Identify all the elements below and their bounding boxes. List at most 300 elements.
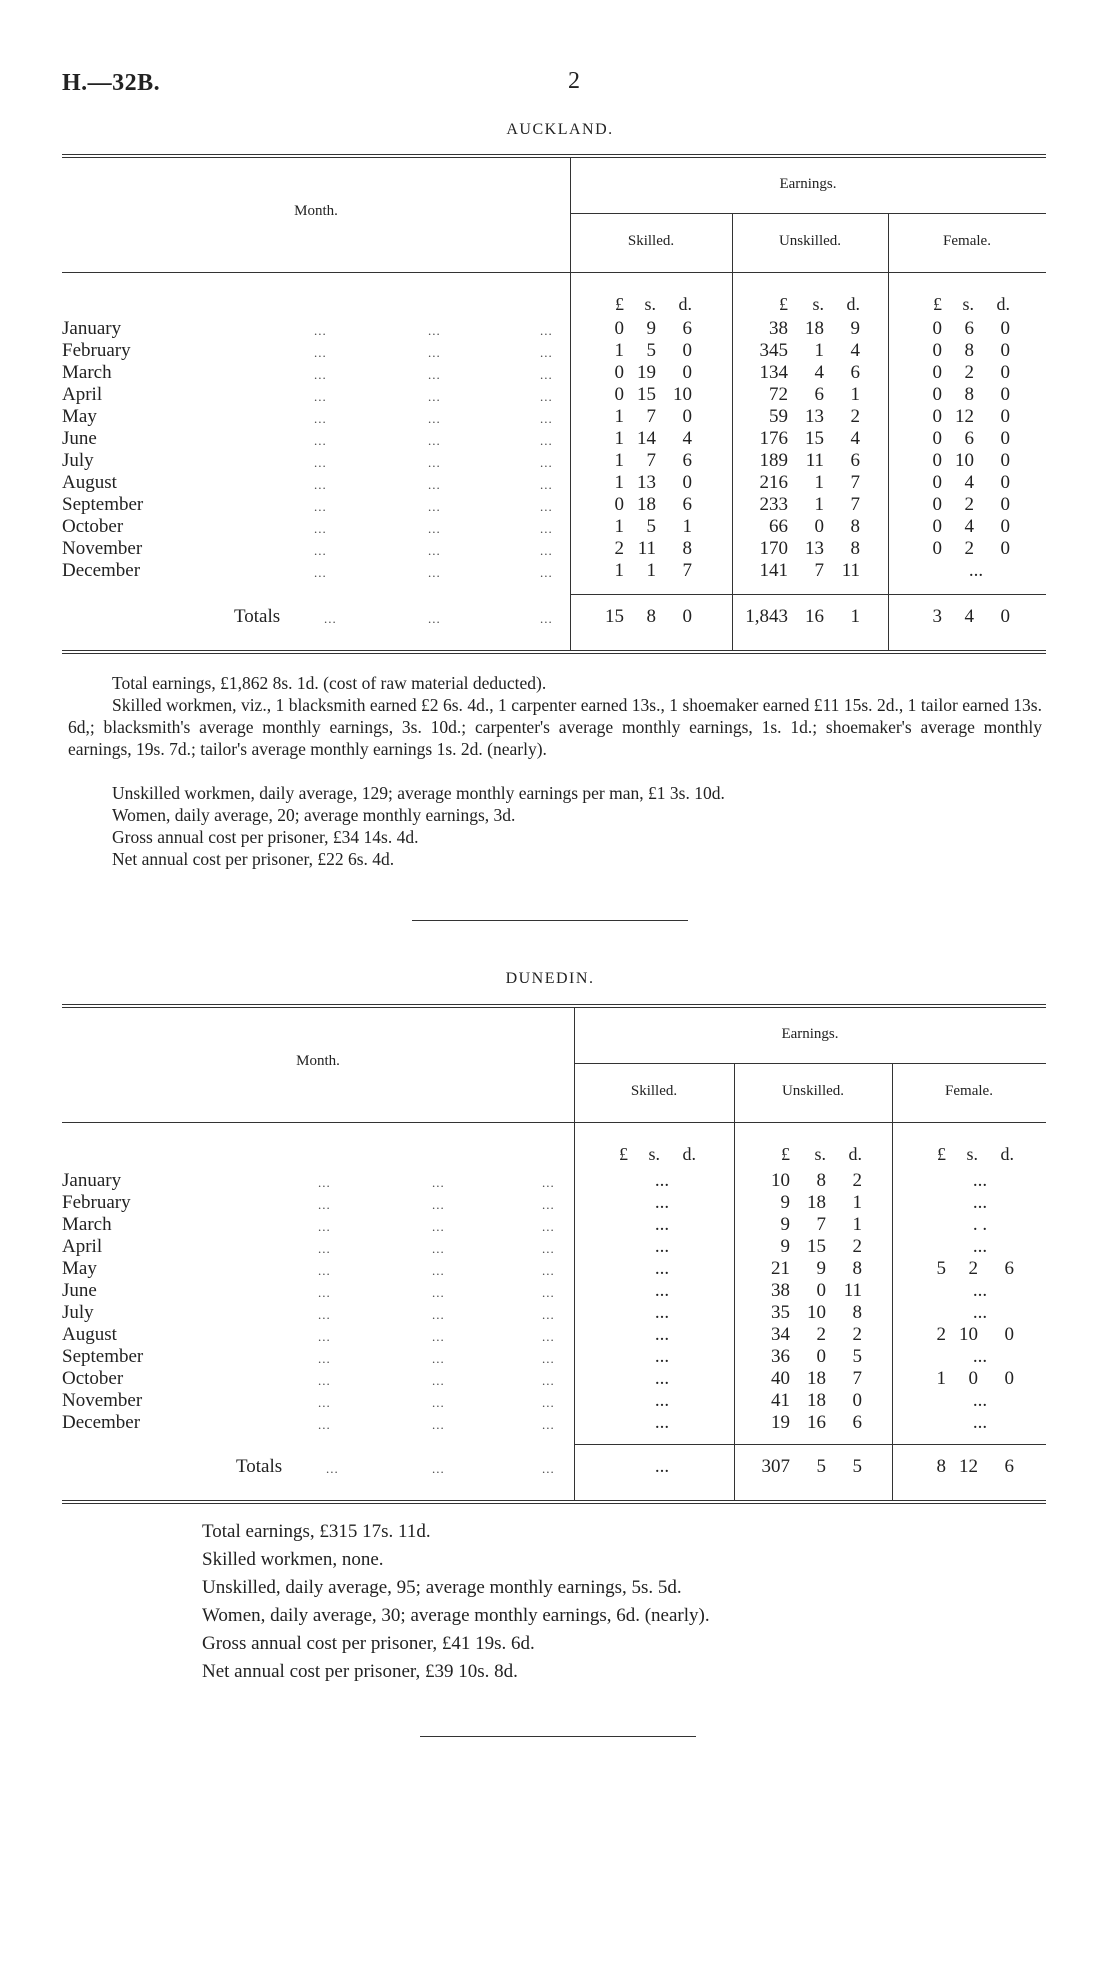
skilled-blank: ...: [654, 1280, 670, 1301]
leader-dots: ...: [428, 611, 441, 626]
skilled-pence: 6: [682, 450, 692, 471]
unskilled-pounds: 170: [759, 538, 788, 559]
month-label: July: [62, 1302, 94, 1323]
table-row: [62, 538, 1046, 560]
col-header-unskilled: Unskilled.: [778, 233, 842, 249]
unskilled-pence: 8: [850, 538, 860, 559]
leader-dots: ...: [428, 389, 441, 404]
unskilled-pence: 4: [850, 428, 860, 449]
table-row: [62, 428, 1046, 450]
female-blank: ...: [972, 1192, 988, 1213]
leader-dots: ...: [432, 1263, 445, 1278]
leader-dots: ...: [314, 521, 327, 536]
leader-dots: ...: [314, 499, 327, 514]
leader-dots: ...: [428, 499, 441, 514]
leader-dots: ...: [540, 367, 553, 382]
unskilled-shillings: 18: [807, 1390, 826, 1411]
leader-dots: ...: [542, 1395, 555, 1410]
unskilled-pence: 8: [850, 516, 860, 537]
skilled-pence: 6: [682, 494, 692, 515]
leader-dots: ...: [314, 367, 327, 382]
unit-un-l: £: [779, 294, 788, 314]
skilled-pence: 7: [682, 560, 692, 581]
skilled-blank: ...: [654, 1324, 670, 1345]
unskilled-pounds: 36: [771, 1346, 790, 1367]
female-shillings: 2: [968, 1258, 978, 1279]
skilled-blank: ...: [654, 1346, 670, 1367]
month-label: July: [62, 450, 94, 471]
female-pounds: 2: [936, 1324, 946, 1345]
skilled-pounds: 1: [614, 472, 624, 493]
table-row: [62, 340, 1046, 362]
table-row: [62, 1236, 1046, 1258]
female-pence: 0: [1000, 340, 1010, 361]
unskilled-pounds: 66: [769, 516, 788, 537]
skilled-pounds: 1: [614, 560, 624, 581]
unskilled-pounds: 189: [759, 450, 788, 471]
skilled-pounds: 0: [614, 318, 624, 339]
unskilled-pounds: 10: [771, 1170, 790, 1191]
unskilled-pence: 1: [852, 1192, 862, 1213]
header-bottom-rule: [62, 272, 1046, 273]
table-bottom-rule-inner: [62, 653, 1046, 654]
table-row: [62, 1280, 1046, 1302]
table-row: [62, 318, 1046, 340]
unskilled-pence: 6: [850, 362, 860, 383]
female-blank: ...: [968, 560, 984, 581]
unit-un-l: £: [781, 1144, 790, 1164]
totals-rule: [574, 1444, 1046, 1445]
skilled-pounds: 0: [614, 494, 624, 515]
month-label: March: [62, 1214, 112, 1235]
skilled-blank: ...: [654, 1192, 670, 1213]
leader-dots: ...: [314, 455, 327, 470]
auckland-note-gross: Gross annual cost per prisoner, £34 14s. 4d.: [112, 827, 419, 847]
unit-sk-l: £: [619, 1144, 628, 1164]
month-label: May: [62, 1258, 97, 1279]
unskilled-pence: 7: [852, 1368, 862, 1389]
table-row: [62, 450, 1046, 472]
skilled-pounds: 1: [614, 428, 624, 449]
totals-row: [62, 606, 1046, 628]
table-row: [62, 1258, 1046, 1280]
leader-dots: ...: [540, 345, 553, 360]
female-blank: ...: [972, 1236, 988, 1257]
totals-row: [62, 1456, 1046, 1478]
month-label: June: [62, 1280, 97, 1301]
leader-dots: ...: [540, 477, 553, 492]
leader-dots: ...: [432, 1329, 445, 1344]
female-pounds: 0: [932, 450, 942, 471]
leader-dots: ...: [542, 1461, 555, 1476]
leader-dots: ...: [542, 1285, 555, 1300]
female-pounds: 0: [932, 516, 942, 537]
month-label: April: [62, 1236, 103, 1257]
leader-dots: ...: [540, 565, 553, 580]
unskilled-pounds: 345: [759, 340, 788, 361]
unskilled-pounds: 59: [769, 406, 788, 427]
table-row: [62, 1390, 1046, 1412]
leader-dots: ...: [542, 1241, 555, 1256]
unskilled-pence: 11: [841, 560, 860, 581]
unskilled-pence: 8: [852, 1258, 862, 1279]
leader-dots: ...: [428, 411, 441, 426]
female-shillings: 8: [964, 384, 974, 405]
unskilled-shillings: 1: [814, 494, 824, 515]
unit-un-d: d.: [846, 294, 860, 314]
unskilled-pence: 8: [852, 1302, 862, 1323]
leader-dots: ...: [324, 611, 337, 626]
total-female-shillings: 4: [964, 606, 974, 627]
leader-dots: ...: [314, 411, 327, 426]
female-shillings: 4: [964, 516, 974, 537]
col-header-skilled: Skilled.: [630, 1083, 678, 1099]
skilled-blank: ...: [654, 1302, 670, 1323]
unit-un-s: s.: [814, 1144, 826, 1164]
leader-dots: ...: [318, 1373, 331, 1388]
skilled-shillings: 19: [637, 362, 656, 383]
document-reference: H.—32B.: [62, 70, 161, 96]
skilled-pounds: 0: [614, 384, 624, 405]
section-divider: [412, 920, 688, 921]
auckland-title: AUCKLAND.: [506, 121, 614, 138]
female-shillings: 12: [955, 406, 974, 427]
month-label: December: [62, 560, 141, 581]
table-row: [62, 494, 1046, 516]
month-label: February: [62, 340, 131, 361]
leader-dots: ...: [540, 543, 553, 558]
female-pounds: 0: [932, 494, 942, 515]
skilled-pence: 0: [682, 406, 692, 427]
leader-dots: ...: [432, 1241, 445, 1256]
leader-dots: ...: [428, 345, 441, 360]
unskilled-pence: 1: [852, 1214, 862, 1235]
unit-un-d: d.: [848, 1144, 862, 1164]
total-female-pence: 6: [1004, 1456, 1014, 1477]
female-pence: 0: [1004, 1324, 1014, 1345]
leader-dots: ...: [318, 1241, 331, 1256]
leader-dots: ...: [428, 323, 441, 338]
unskilled-shillings: 15: [805, 428, 824, 449]
leader-dots: ...: [432, 1461, 445, 1476]
skilled-blank: ...: [654, 1170, 670, 1191]
leader-dots: ...: [428, 455, 441, 470]
female-blank: ...: [972, 1170, 988, 1191]
leader-dots: ...: [428, 565, 441, 580]
leader-dots: ...: [542, 1373, 555, 1388]
col-header-month: Month.: [296, 1053, 340, 1069]
total-female-shillings: 12: [959, 1456, 978, 1477]
leader-dots: ...: [428, 367, 441, 382]
table-top-rule-inner: [62, 1007, 1046, 1008]
total-female-pence: 0: [1000, 606, 1010, 627]
leader-dots: ...: [432, 1175, 445, 1190]
female-shillings: 4: [964, 472, 974, 493]
skilled-shillings: 5: [646, 340, 656, 361]
skilled-pounds: 1: [614, 406, 624, 427]
unskilled-pounds: 38: [769, 318, 788, 339]
month-label: September: [62, 1346, 144, 1367]
unit-fe-s: s.: [962, 294, 974, 314]
leader-dots: ...: [318, 1395, 331, 1410]
unskilled-pounds: 35: [771, 1302, 790, 1323]
table-row: [62, 362, 1046, 384]
female-pence: 0: [1000, 318, 1010, 339]
unskilled-pence: 4: [850, 340, 860, 361]
skilled-shillings: 7: [646, 406, 656, 427]
dunedin-note-net: Net annual cost per prisoner, £39 10s. 8d.: [202, 1661, 518, 1682]
female-pence: 0: [1000, 384, 1010, 405]
unskilled-pounds: 9: [780, 1192, 790, 1213]
leader-dots: ...: [314, 565, 327, 580]
unit-sk-l: £: [615, 294, 624, 314]
table-row: [62, 472, 1046, 494]
unit-un-s: s.: [812, 294, 824, 314]
unskilled-pence: 2: [850, 406, 860, 427]
leader-dots: ...: [540, 611, 553, 626]
totals-label: Totals: [236, 1456, 283, 1477]
skilled-blank: ...: [654, 1368, 670, 1389]
unskilled-pence: 2: [852, 1236, 862, 1257]
skilled-shillings: 13: [637, 472, 656, 493]
month-label: January: [62, 1170, 122, 1191]
unskilled-shillings: 9: [816, 1258, 826, 1279]
female-pounds: 0: [932, 318, 942, 339]
leader-dots: ...: [314, 323, 327, 338]
col-header-month: Month.: [294, 203, 338, 219]
leader-dots: ...: [314, 433, 327, 448]
month-label: November: [62, 1390, 143, 1411]
unit-fe-d: d.: [1000, 1144, 1014, 1164]
total-female-pounds: 3: [932, 606, 942, 627]
unit-sk-d: d.: [682, 1144, 696, 1164]
month-label: October: [62, 1368, 124, 1389]
leader-dots: ...: [314, 543, 327, 558]
month-label: December: [62, 1412, 141, 1433]
month-label: November: [62, 538, 143, 559]
leader-dots: ...: [542, 1351, 555, 1366]
unskilled-shillings: 2: [816, 1324, 826, 1345]
col-header-earnings: Earnings.: [781, 1026, 839, 1042]
skilled-blank: ...: [654, 1214, 670, 1235]
col-header-unskilled: Unskilled.: [781, 1083, 845, 1099]
skilled-shillings: 11: [637, 538, 656, 559]
unskilled-pounds: 141: [759, 560, 788, 581]
unskilled-pounds: 176: [759, 428, 788, 449]
female-shillings: 2: [964, 538, 974, 559]
header-bottom-rule: [62, 1122, 1046, 1123]
unskilled-pounds: 21: [771, 1258, 790, 1279]
leader-dots: ...: [540, 499, 553, 514]
leader-dots: ...: [318, 1329, 331, 1344]
unskilled-shillings: 4: [814, 362, 824, 383]
unskilled-pounds: 19: [771, 1412, 790, 1433]
leader-dots: ...: [318, 1417, 331, 1432]
leader-dots: ...: [428, 433, 441, 448]
table-top-rule-inner: [62, 157, 1046, 158]
leader-dots: ...: [432, 1395, 445, 1410]
leader-dots: ...: [540, 389, 553, 404]
skilled-pence: 8: [682, 538, 692, 559]
unskilled-pence: 9: [850, 318, 860, 339]
leader-dots: ...: [432, 1373, 445, 1388]
unskilled-shillings: 18: [807, 1368, 826, 1389]
auckland-note-skilled: Skilled workmen, viz., 1 blacksmith earned £2 6s. 4d., 1 carpenter earned 13s., 1 shoemaker earned £11 15s. 2d., 1 tailor earned 13s. 6d,; blacksmith's average monthly earnings, 3s. 10d.; carpenter's average monthly earnings, 1s. 1d.; shoemaker's average monthly earnings, 19s. 7d.; tailor's average monthly earnings 1s. 2d. (nearly).: [68, 695, 1042, 759]
skilled-pence: 0: [682, 362, 692, 383]
female-pence: 0: [1000, 538, 1010, 559]
unskilled-shillings: 15: [807, 1236, 826, 1257]
unskilled-pounds: 134: [759, 362, 788, 383]
month-label: June: [62, 428, 97, 449]
total-skilled-pounds: 15: [605, 606, 624, 627]
female-shillings: 2: [964, 362, 974, 383]
unskilled-pence: 0: [852, 1390, 862, 1411]
totals-label: Totals: [234, 606, 281, 627]
leader-dots: ...: [318, 1307, 331, 1322]
unskilled-pounds: 72: [769, 384, 788, 405]
table-bottom-rule-inner: [62, 1503, 1046, 1504]
female-pounds: 0: [932, 384, 942, 405]
leader-dots: ...: [432, 1307, 445, 1322]
totals-rule: [570, 594, 1046, 595]
unskilled-pence: 11: [843, 1280, 862, 1301]
female-blank: ...: [972, 1390, 988, 1411]
unskilled-shillings: 7: [816, 1214, 826, 1235]
female-pounds: 0: [932, 406, 942, 427]
female-pence: 0: [1000, 362, 1010, 383]
skilled-pounds: 1: [614, 450, 624, 471]
unskilled-pounds: 40: [771, 1368, 790, 1389]
total-female-pounds: 8: [936, 1456, 946, 1477]
unskilled-pounds: 38: [771, 1280, 790, 1301]
unskilled-shillings: 0: [814, 516, 824, 537]
unskilled-shillings: 11: [805, 450, 824, 471]
female-pence: 0: [1000, 494, 1010, 515]
female-shillings: 6: [964, 318, 974, 339]
table-row: [62, 1368, 1046, 1390]
leader-dots: ...: [542, 1263, 555, 1278]
unskilled-shillings: 1: [814, 340, 824, 361]
skilled-blank: ...: [654, 1412, 670, 1433]
dunedin-note-unskilled: Unskilled, daily average, 95; average monthly earnings, 5s. 5d.: [202, 1577, 682, 1598]
skilled-pounds: 1: [614, 516, 624, 537]
skilled-shillings: 9: [646, 318, 656, 339]
earnings-rule: [570, 213, 1046, 214]
female-blank: ...: [972, 1280, 988, 1301]
leader-dots: ...: [432, 1219, 445, 1234]
table-row: [62, 1302, 1046, 1324]
table-row: [62, 560, 1046, 582]
section-divider-bottom: [420, 1736, 696, 1737]
female-pounds: 0: [932, 362, 942, 383]
leader-dots: ...: [318, 1351, 331, 1366]
unskilled-shillings: 13: [805, 406, 824, 427]
female-pounds: 1: [936, 1368, 946, 1389]
total-unskilled-shillings: 5: [816, 1456, 826, 1477]
female-shillings: 8: [964, 340, 974, 361]
table-top-rule: [62, 154, 1046, 155]
unskilled-pounds: 34: [771, 1324, 790, 1345]
skilled-shillings: 1: [646, 560, 656, 581]
female-blank: ...: [972, 1412, 988, 1433]
unskilled-pounds: 9: [780, 1236, 790, 1257]
unskilled-pence: 6: [852, 1412, 862, 1433]
unskilled-shillings: 18: [805, 318, 824, 339]
skilled-pence: 10: [673, 384, 692, 405]
table-row: [62, 1346, 1046, 1368]
month-label: May: [62, 406, 97, 427]
table-row: [62, 384, 1046, 406]
auckland-note-net: Net annual cost per prisoner, £22 6s. 4d.: [112, 849, 395, 869]
leader-dots: ...: [428, 477, 441, 492]
female-blank: . .: [972, 1214, 988, 1235]
unskilled-shillings: 18: [807, 1192, 826, 1213]
female-pence: 0: [1000, 406, 1010, 427]
unskilled-pounds: 233: [759, 494, 788, 515]
leader-dots: ...: [318, 1263, 331, 1278]
female-pounds: 0: [932, 472, 942, 493]
female-pence: 0: [1000, 450, 1010, 471]
female-pence: 0: [1004, 1368, 1014, 1389]
leader-dots: ...: [540, 411, 553, 426]
leader-dots: ...: [542, 1329, 555, 1344]
dunedin-note-skilled: Skilled workmen, none.: [202, 1549, 384, 1570]
female-pounds: 0: [932, 428, 942, 449]
female-shillings: 10: [955, 450, 974, 471]
skilled-pence: 1: [682, 516, 692, 537]
skilled-pence: 0: [682, 472, 692, 493]
skilled-pounds: 2: [614, 538, 624, 559]
unskilled-shillings: 0: [816, 1280, 826, 1301]
unskilled-shillings: 1: [814, 472, 824, 493]
skilled-shillings: 5: [646, 516, 656, 537]
month-label: January: [62, 318, 122, 339]
unskilled-pence: 7: [850, 494, 860, 515]
col-header-female: Female.: [945, 1083, 993, 1099]
leader-dots: ...: [318, 1219, 331, 1234]
unskilled-pounds: 216: [759, 472, 788, 493]
female-pence: 6: [1004, 1258, 1014, 1279]
female-pence: 0: [1000, 516, 1010, 537]
table-row: [62, 1324, 1046, 1346]
table-top-rule: [62, 1004, 1046, 1005]
skilled-blank: ...: [654, 1390, 670, 1411]
unskilled-shillings: 13: [805, 538, 824, 559]
unskilled-pounds: 41: [771, 1390, 790, 1411]
skilled-pence: 0: [682, 340, 692, 361]
leader-dots: ...: [540, 521, 553, 536]
unit-fe-s: s.: [966, 1144, 978, 1164]
total-skilled-shillings: 8: [646, 606, 656, 627]
leader-dots: ...: [318, 1197, 331, 1212]
leader-dots: ...: [326, 1461, 339, 1476]
skilled-pence: 6: [682, 318, 692, 339]
unskilled-shillings: 10: [807, 1302, 826, 1323]
dunedin-title: DUNEDIN.: [505, 970, 595, 987]
unskilled-shillings: 16: [807, 1412, 826, 1433]
unskilled-shillings: 6: [814, 384, 824, 405]
female-pence: 0: [1000, 428, 1010, 449]
col-header-female: Female.: [943, 233, 991, 249]
unit-fe-d: d.: [996, 294, 1010, 314]
table-row: [62, 1192, 1046, 1214]
skilled-pounds: 0: [614, 362, 624, 383]
leader-dots: ...: [314, 477, 327, 492]
table-row: [62, 1412, 1046, 1434]
leader-dots: ...: [314, 389, 327, 404]
female-pounds: 5: [936, 1258, 946, 1279]
unskilled-pence: 1: [850, 384, 860, 405]
